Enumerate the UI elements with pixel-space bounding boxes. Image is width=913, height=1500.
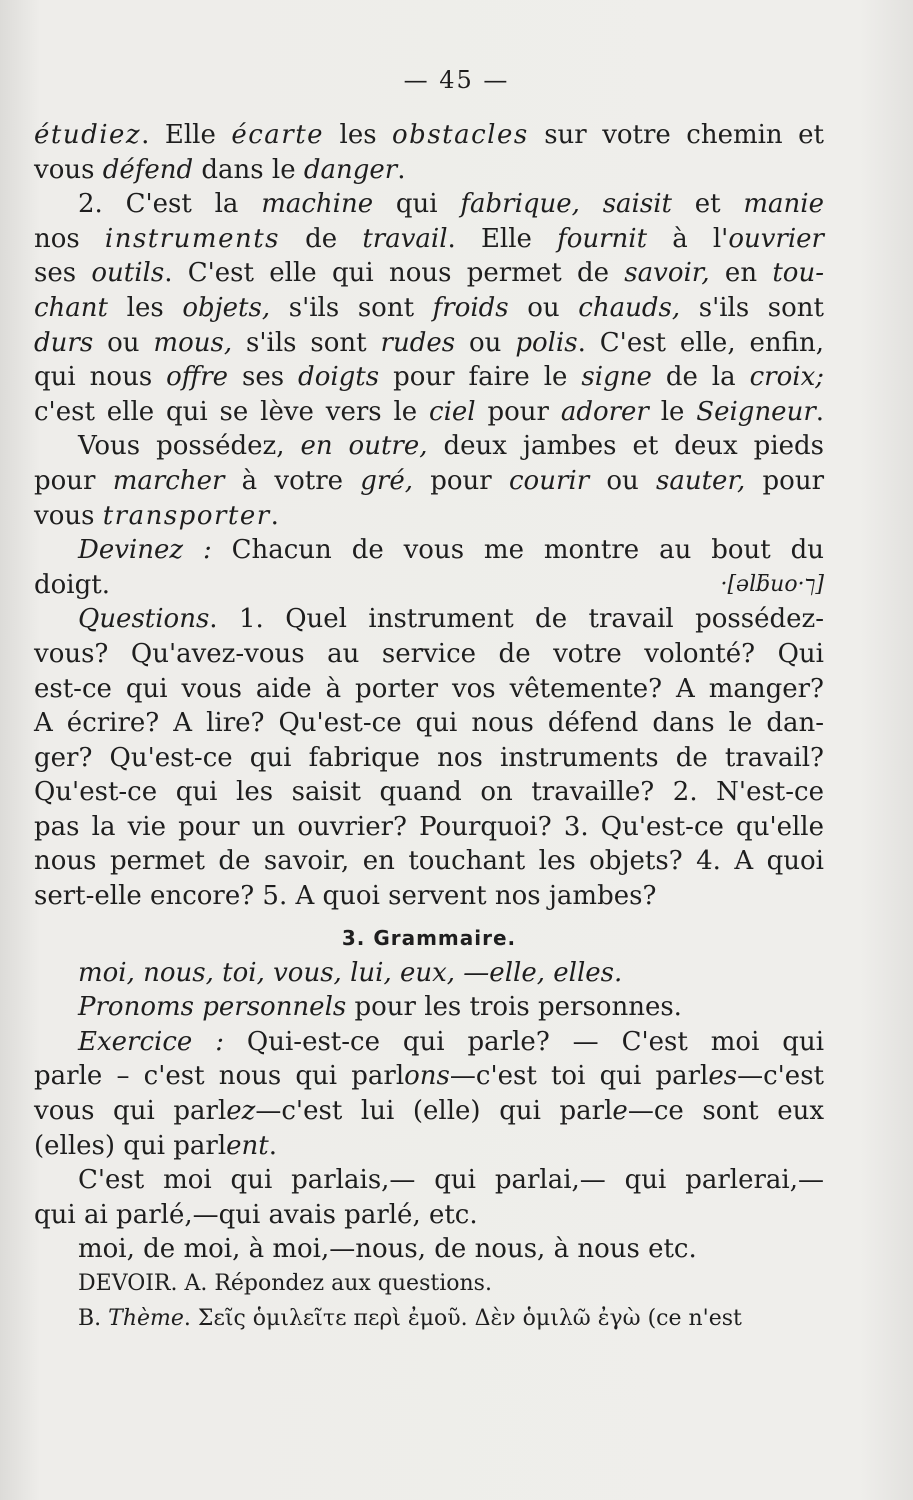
italic-term: doigts <box>298 362 380 393</box>
text-line: Devinez : Chacun de vous me montre au bout du <box>78 535 824 566</box>
text-line: vous défend dans le danger. <box>34 154 406 185</box>
text-line: Pronoms personnels pour les trois personnes. <box>78 992 682 1023</box>
italic-term: rudes <box>380 327 456 358</box>
italic-term: es <box>708 1061 738 1092</box>
italic-term: ent <box>226 1130 269 1161</box>
italic-term: instruments <box>104 223 280 254</box>
text-line: B. Thème. Σεῖς ὁμιλεῖτε περὶ ἐμοῦ. Δὲν ὁμιλῶ ἐγὼ (ce n'est <box>78 1305 742 1331</box>
italic-term: transporter <box>102 500 271 531</box>
italic-term: ciel <box>429 396 476 427</box>
text-line: A écrire? A lire? Qu'est-ce qui nous défend dans le dan- <box>34 708 824 739</box>
text-line <box>34 568 824 603</box>
italic-term: Devinez : <box>78 535 212 566</box>
text-line: nos instruments de travail. Elle fournit à l'ouvrier <box>34 223 824 254</box>
text-line: ger? Qu'est-ce qui fabrique nos instruments de travail? <box>34 742 824 773</box>
text-line: qui nous offre ses doigts pour faire le signe de la croix; <box>34 362 824 393</box>
italic-term: outils <box>91 258 165 289</box>
text-line: est-ce qui vous aide à porter vos vêtemente? A manger? <box>34 673 824 704</box>
italic-term: défend <box>102 154 194 185</box>
italic-term: durs <box>34 327 94 358</box>
page-text <box>34 118 824 1336</box>
text-line: ses outils. C'est elle qui nous permet de savoir, en tou- <box>34 258 824 289</box>
italic-term: offre <box>166 362 229 393</box>
text-line: qui ai parlé,—qui avais parlé, etc. <box>34 1199 478 1230</box>
italic-term: e <box>612 1096 628 1127</box>
section-heading: 3. Grammaire. <box>341 925 517 950</box>
text-line: durs ou mous, s'ils sont rudes ou polis. C'est elle, enfin, <box>34 327 824 358</box>
text-line <box>34 956 824 991</box>
text-line: moi, de moi, à moi,—nous, de nous, à nous etc. <box>78 1234 697 1265</box>
italic-term: moi, nous, toi, vous, lui, eux, —elle, elles. <box>78 957 623 988</box>
italic-term: croix; <box>749 362 824 393</box>
text-line: DEVOIR. A. Répondez aux questions. <box>78 1271 492 1296</box>
text-line: vous qui parlez—c'est lui (elle) qui parle—ce sont eux <box>34 1096 824 1127</box>
text-line: vous? Qu'avez-vous au service de votre volonté? Qui <box>34 638 824 669</box>
italic-term: polis <box>515 327 578 358</box>
italic-term: savoir, <box>624 258 710 289</box>
italic-term: marcher <box>112 465 225 496</box>
italic-term: chauds, <box>578 292 681 323</box>
text-segment: doigt. <box>34 569 110 600</box>
italic-term: froids <box>432 292 509 323</box>
text-line: (elles) qui parlent. <box>34 1130 278 1161</box>
italic-term: ouvrier <box>728 223 824 254</box>
text-line: 2. C'est la machine qui fabrique, saisit et manie <box>78 189 824 220</box>
reversed-note: ·[əlƃuo·ך] <box>720 571 824 597</box>
text-line: C'est moi qui parlais,— qui parlai,— qui parlerai,— <box>78 1165 824 1196</box>
text-line: Questions. 1. Quel instrument de travail possédez- <box>78 604 824 635</box>
page-number: — 45 — <box>403 66 510 94</box>
italic-term: Thème <box>108 1305 184 1331</box>
text-line: parle – c'est nous qui parlons—c'est toi qui parles—c'est <box>34 1061 824 1092</box>
italic-term: adorer <box>560 396 649 427</box>
italic-term: signe <box>581 362 652 393</box>
text-line: Exercice : Qui-est-ce qui parle? — C'est moi qui <box>78 1026 825 1057</box>
italic-term: ez <box>226 1096 256 1127</box>
text-line: étudiez. Elle écarte les obstacles sur votre chemin et <box>34 120 824 150</box>
italic-term: tou- <box>772 258 824 289</box>
italic-term: Exercice : <box>78 1026 224 1057</box>
italic-term: machine <box>261 189 374 220</box>
text-line: Qu'est-ce qui les saisit quand on travaille? 2. N'est-ce <box>34 777 824 808</box>
text-line: sert-elle encore? 5. A quoi servent nos jambes? <box>34 881 657 912</box>
italic-term: mous, <box>153 327 233 358</box>
italic-term: Pronoms personnels <box>78 992 347 1023</box>
text-line: chant les objets, s'ils sont froids ou chauds, s'ils sont <box>34 292 825 323</box>
text-line: pour marcher à votre gré, pour courir ou sauter, pour <box>34 465 824 496</box>
text-line: c'est elle qui se lève vers le ciel pour adorer le Seigneur. <box>34 396 825 427</box>
italic-term: écarte <box>231 120 325 150</box>
italic-term: ons <box>404 1061 450 1092</box>
italic-term: courir <box>508 465 590 496</box>
text-line: nous permet de savoir, en touchant les objets? 4. A quoi <box>34 846 824 877</box>
italic-term: objets, <box>182 292 271 323</box>
italic-term: manie <box>743 189 824 220</box>
italic-term: chant <box>34 292 109 323</box>
text-line: Vous possédez, en outre, deux jambes et deux pieds <box>78 431 825 462</box>
italic-term: travail <box>362 223 448 254</box>
italic-term: Questions <box>78 604 210 635</box>
italic-term: Seigneur <box>696 396 816 427</box>
italic-term: gré, <box>360 465 414 496</box>
italic-term: en outre, <box>300 431 428 462</box>
italic-term: étudiez <box>34 120 142 150</box>
italic-term: fournit <box>557 223 648 254</box>
italic-term: sauter, <box>656 465 746 496</box>
italic-term: fabrique, saisit <box>460 189 672 220</box>
italic-term: obstacles <box>392 120 529 150</box>
italic-term: danger <box>303 154 398 185</box>
text-line: vous transporter. <box>34 500 279 531</box>
text-line: pas la vie pour un ouvrier? Pourquoi? 3. Qu'est-ce qu'elle <box>34 811 824 842</box>
